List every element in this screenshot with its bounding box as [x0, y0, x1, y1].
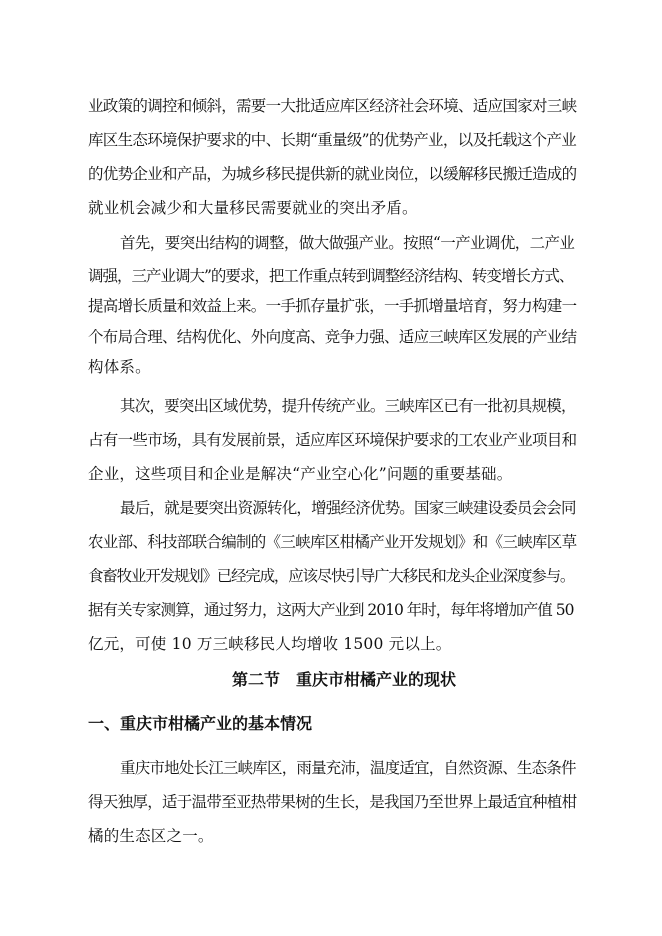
- paragraph-line: 得天独厚，适于温带至亚热带果树的生长，是我国乃至世界上最适宜种植柑: [88, 793, 577, 811]
- paragraph-line: 库区生态环境保护要求的中、长期“重量级”的优势产业，以及托载这个产业: [88, 131, 577, 149]
- paragraph-line: 其次，要突出区域优势，提升传统产业。三峡库区已有一批初具规模，: [120, 397, 576, 415]
- paragraph-line: 企业，这些项目和企业是解决“产业空心化”问题的重要基础。: [88, 465, 513, 483]
- paragraph-line: 提高增长质量和效益上来。一手抓存量扩张，一手抓增量培育，努力构建一: [88, 297, 577, 315]
- paragraph-line: 重庆市地处长江三峡库区，雨量充沛，温度适宜，自然资源、生态条件: [120, 759, 576, 777]
- paragraph-line: 占有一些市场，具有发展前景，适应库区环境保护要求的工农业产业项目和: [88, 431, 577, 449]
- paragraph-line: 据有关专家测算，通过努力，这两大产业到 2010 年时，每年将增加产值 50: [88, 601, 574, 619]
- paragraph-line: 业政策的调控和倾斜，需要一大批适应库区经济社会环境、适应国家对三峡: [88, 97, 577, 115]
- paragraph-line: 亿元，可使 10 万三峡移民人均增收 1500 元以上。: [88, 635, 452, 653]
- subsection-title: 一、重庆市柑橘产业的基本情况: [88, 714, 313, 733]
- paragraph-line: 就业机会减少和大量移民需要就业的突出矛盾。: [88, 199, 418, 217]
- paragraph-line: 农业部、科技部联合编制的《三峡库区柑橘产业开发规划》和《三峡库区草: [88, 533, 577, 551]
- paragraph-line: 橘的生态区之一。: [88, 827, 214, 845]
- paragraph-line: 首先，要突出结构的调整，做大做强产业。按照“一产业调优，二产业: [120, 234, 575, 252]
- paragraph-line: 的优势企业和产品，为城乡移民提供新的就业岗位，以缓解移民搬迁造成的: [88, 165, 577, 183]
- paragraph-line: 调强，三产业调大”的要求，把工作重点转到调整经济结构、转变增长方式、: [88, 267, 574, 285]
- paragraph-line: 构体系。: [88, 358, 151, 376]
- paragraph-line: 个布局合理、结构优化、外向度高、竞争力强、适应三峡库区发展的产业结: [88, 328, 577, 346]
- paragraph-line: 食畜牧业开发规划》已经完成，应该尽快引导广大移民和龙头企业深度参与。: [88, 567, 575, 585]
- paragraph-line: 最后，就是要突出资源转化，增强经济优势。国家三峡建设委员会会同: [120, 499, 576, 517]
- section-title: 第二节 重庆市柑橘产业的现状: [232, 670, 457, 689]
